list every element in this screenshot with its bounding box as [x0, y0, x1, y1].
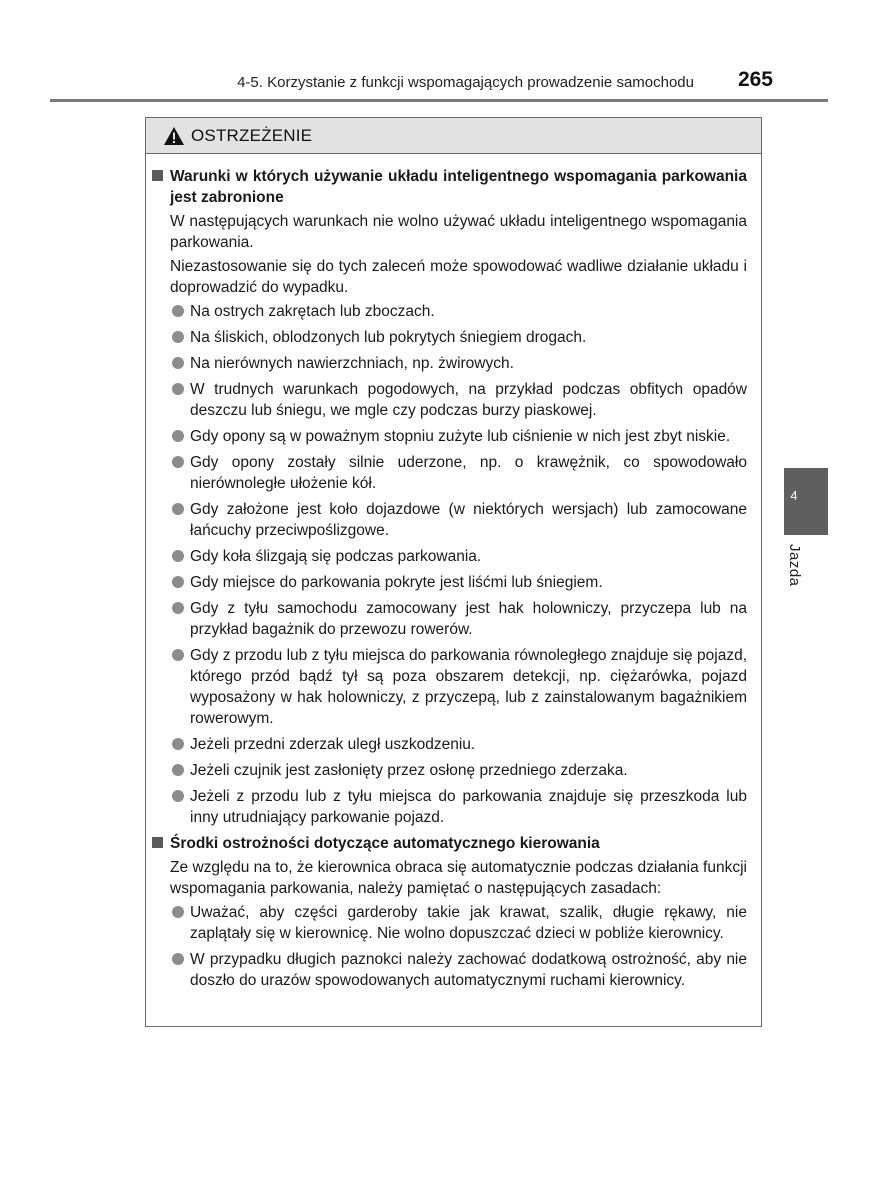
page-number: 265: [737, 68, 773, 91]
list-item: Jeżeli przedni zderzak uległ uszkodzeniu.: [150, 734, 747, 755]
list-item: Na śliskich, oblodzonych lub pokrytych śniegiem drogach.: [150, 327, 747, 348]
bullet-dot-icon: [172, 953, 184, 965]
square-bullet-icon: [152, 170, 163, 181]
list-item: Gdy opony są w poważnym stopniu zużyte lub ciśnienie w nich jest zbyt niskie.: [150, 426, 747, 447]
list-item: Jeżeli z przodu lub z tyłu miejsca do parkowania znajduje się przeszkoda lub inny utrudniający parkowanie pojazd.: [150, 786, 747, 828]
bullet-list: [150, 902, 747, 991]
bullet-dot-icon: [172, 331, 184, 343]
section-heading: [150, 166, 747, 208]
bullet-dot-icon: [172, 906, 184, 918]
bullet-dot-icon: [172, 602, 184, 614]
bullet-dot-icon: [172, 357, 184, 369]
chapter-title: 4-5. Korzystanie z funkcji wspomagających prowadzenie samochodu: [237, 74, 694, 91]
bullet-dot-icon: [172, 550, 184, 562]
warning-box: [145, 117, 762, 1027]
warning-triangle-icon: [163, 126, 185, 146]
warning-header: [146, 118, 761, 154]
list-item: Gdy koła ślizgają się podczas parkowania.: [150, 546, 747, 567]
section-heading-text: Środki ostrożności dotyczące automatycznego kierowania: [170, 835, 600, 852]
section-heading: [150, 833, 747, 854]
list-item: Gdy założone jest koło dojazdowe (w niektórych wersjach) lub zamocowane łańcuchy przeciwpoślizgowe.: [150, 499, 747, 541]
bullet-dot-icon: [172, 790, 184, 802]
list-item: Gdy z tyłu samochodu zamocowany jest hak holowniczy, przyczepa lub na przykład bagażnik do przewozu rowerów.: [150, 598, 747, 640]
bullet-list: [150, 301, 747, 828]
bullet-dot-icon: [172, 649, 184, 661]
list-item: Gdy opony zostały silnie uderzone, np. o krawężnik, co spowodowało nierównoległe ułożenie kół.: [150, 452, 747, 494]
list-item: Na ostrych zakrętach lub zboczach.: [150, 301, 747, 322]
bullet-dot-icon: [172, 305, 184, 317]
chapter-tab-label: Jazda: [786, 544, 803, 587]
warning-body: [146, 154, 761, 991]
list-item: W trudnych warunkach pogodowych, na przykład podczas obfitych opadów deszczu lub śniegu, we mgle czy podczas burzy piaskowej.: [150, 379, 747, 421]
paragraph: W następujących warunkach nie wolno używać układu inteligentnego wspomagania parkowania.: [170, 213, 747, 251]
chapter-tab-number: 4: [790, 488, 798, 503]
list-item: Gdy z przodu lub z tyłu miejsca do parkowania równoległego znajduje się pojazd, którego przód bądź tył są poza obszarem detekcji, np. ciężarówka, pojazd wyposażony w hak holowniczy, z przyczepą, lub z zainstalowanym bagażnikiem rowerowym.: [150, 645, 747, 729]
square-bullet-icon: [152, 837, 163, 848]
list-item: Jeżeli czujnik jest zasłonięty przez osłonę przedniego zderzaka.: [150, 760, 747, 781]
bullet-dot-icon: [172, 383, 184, 395]
list-item: W przypadku długich paznokci należy zachować dodatkową ostrożność, aby nie doszło do urazów spowodowanych automatycznymi ruchami kierownicy.: [150, 949, 747, 991]
list-item: Na nierównych nawierzchniach, np. żwirowych.: [150, 353, 747, 374]
paragraph: Niezastosowanie się do tych zaleceń może spowodować wadliwe działanie układu i doprowadzić do wypadku.: [170, 258, 747, 296]
bullet-dot-icon: [172, 576, 184, 588]
bullet-dot-icon: [172, 503, 184, 515]
warning-title: OSTRZEŻENIE: [191, 125, 313, 145]
list-item: Uważać, aby części garderoby takie jak krawat, szalik, długie rękawy, nie zaplątały się w kierownicę. Nie wolno dopuszczać dzieci w pobliże kierownicy.: [150, 902, 747, 944]
chapter-tab[interactable]: [784, 468, 828, 535]
section-heading-text: Warunki w których używanie układu inteligentnego wspomagania parkowania jest zabronione: [170, 168, 747, 206]
bullet-dot-icon: [172, 738, 184, 750]
page-header: [50, 66, 828, 102]
list-item: Gdy miejsce do parkowania pokryte jest liśćmi lub śniegiem.: [150, 572, 747, 593]
bullet-dot-icon: [172, 456, 184, 468]
paragraph: Ze względu na to, że kierownica obraca się automatycznie podczas działania funkcji wspomagania parkowania, należy pamiętać o następujących zasadach:: [170, 859, 747, 897]
bullet-dot-icon: [172, 764, 184, 776]
bullet-dot-icon: [172, 430, 184, 442]
